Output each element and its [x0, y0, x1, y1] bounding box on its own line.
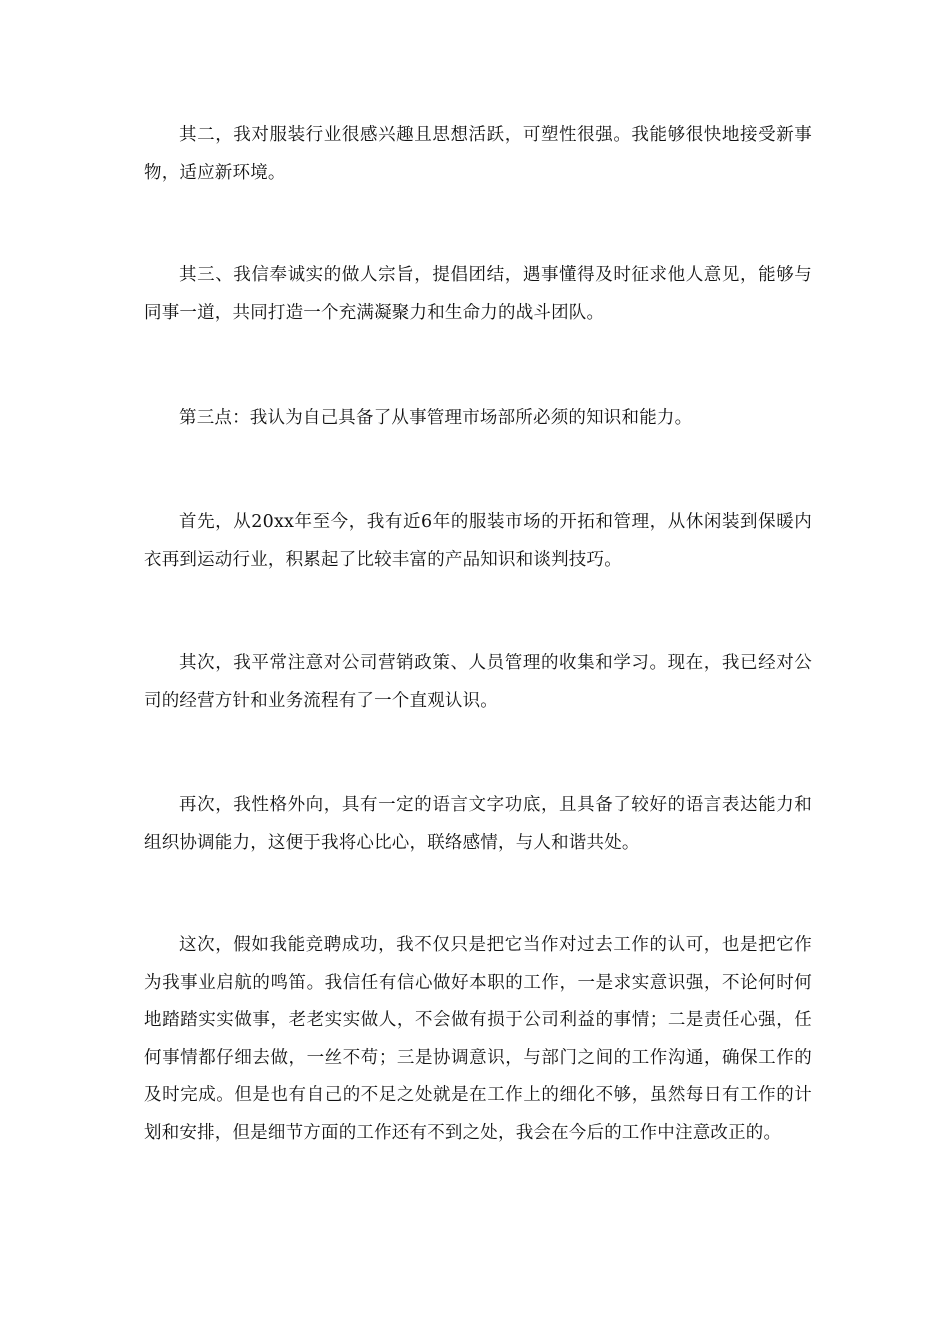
paragraph: 其次，我平常注意对公司营销政策、人员管理的收集和学习。现在，我已经对公司的经营方针和业务流程有了一个直观认识。 [144, 653, 812, 711]
paragraph: 首先，从20xx年至今，我有近6年的服装市场的开拓和管理，从休闲装到保暖内衣再到运动行业，积累起了比较丰富的产品知识和谈判技巧。 [144, 512, 812, 570]
paragraph: 这次，假如我能竞聘成功，我不仅只是把它当作对过去工作的认可，也是把它作为我事业启航的鸣笛。我信任有信心做好本职的工作，一是求实意识强，不论何时何地踏踏实实做事，老老实实做人，不会做有损于公司利益的事情；二是责任心强，任何事情都仔细去做，一丝不苟；三是协调意识，与部门之间的工作沟通，确保工作的及时完成。但是也有自己的不足之处就是在工作上的细化不够，虽然每日有工作的计划和安排，但是细节方面的工作还有不到之处，我会在今后的工作中注意改正的。 [144, 935, 812, 1143]
paragraph: 再次，我性格外向，具有一定的语言文字功底，且具备了较好的语言表达能力和组织协调能力，这便于我将心比心，联络感情，与人和谐共处。 [144, 795, 812, 853]
paragraph: 其三、我信奉诚实的做人宗旨，提倡团结，遇事懂得及时征求他人意见，能够与同事一道，共同打造一个充满凝聚力和生命力的战斗团队。 [144, 265, 812, 323]
paragraph: 第三点：我认为自己具备了从事管理市场部所必须的知识和能力。 [179, 408, 693, 428]
paragraph: 其二，我对服装行业很感兴趣且思想活跃，可塑性很强。我能够很快地接受新事物，适应新环境。 [144, 125, 812, 183]
